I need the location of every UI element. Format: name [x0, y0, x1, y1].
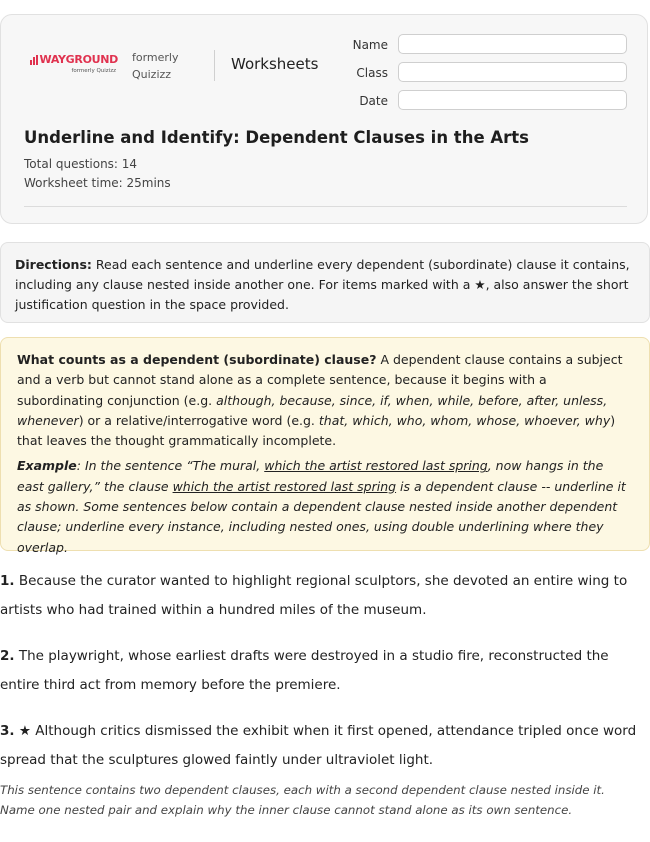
- definition-callout: [0, 337, 650, 555]
- directions-label: Directions:: [15, 257, 92, 272]
- date-label: Date: [359, 94, 388, 108]
- wayground-logo: WAYGROUND formerly Quizizz: [30, 53, 118, 81]
- name-field[interactable]: [398, 34, 627, 54]
- section-label: Worksheets: [231, 55, 319, 73]
- question-item: 3. ★ Although critics dismissed the exhibit when it first opened, attendance tripled once word spread that the sculptures glowed faintly under ultraviolet light.: [0, 723, 637, 768]
- star-icon: ★: [18, 723, 31, 739]
- definition-paragraph: What counts as a dependent (subordinate) clause? A dependent clause contains a subject and a verb but cannot stand alone as a complete sentence, because it begins with a subordinating conjunction (e.g. although, because, since, if, when, while, before, after, unless, whenever) or a relative/interrogative word (e.g. that, which, who, whom, whose, whoever, why) that leaves the thought grammatically incomplete.: [17, 352, 623, 449]
- header-rule: [24, 206, 627, 207]
- example-paragraph: Example: In the sentence “The mural, which the artist restored last spring, now hangs in the east gallery,” the clause which the artist restored last spring is a dependent clause -- underline it as shown. Some sentences below contain a dependent clause nested inside another dependent clause; underline every instance, including nested ones, using double underlining where they overlap.: [17, 458, 626, 555]
- class-label: Class: [356, 66, 388, 80]
- worksheet-title: Underline and Identify: Dependent Clauses in the Arts: [24, 128, 529, 147]
- example-underlined-clause: which the artist restored last spring: [264, 458, 488, 474]
- formerly-quizizz-note: formerly Quizizz: [132, 51, 179, 81]
- date-field[interactable]: [398, 90, 627, 110]
- question-item: 1. Because the curator wanted to highlight regional sculptors, she devoted an entire wing to artists who had trained within a hundred miles of the museum.: [0, 573, 628, 618]
- justification-prompt: This sentence contains two dependent clauses, each with a second dependent clause nested inside it. Name one nested pair and explain why the inner clause cannot stand alone as its own sentence.: [0, 783, 605, 817]
- star-icon: ★: [474, 277, 486, 292]
- logo-bars-icon: [30, 55, 38, 65]
- name-label: Name: [352, 38, 388, 52]
- worksheet-header: [0, 14, 648, 224]
- directions-box: Directions: Read each sentence and underline every dependent (subordinate) clause it contains, including any clause nested inside another one. For items marked with a ★, also answer the short justification question in the space provided.: [0, 242, 650, 323]
- header-divider: [214, 50, 215, 81]
- example-underlined-clause: which the artist restored last spring: [172, 478, 397, 494]
- question-item: 2. The playwright, whose earliest drafts were destroyed in a studio fire, reconstructed the entire third act from memory before the premiere.: [0, 648, 609, 693]
- worksheet-time: Worksheet time: 25mins: [24, 176, 171, 190]
- class-field[interactable]: [398, 62, 627, 82]
- total-questions: Total questions: 14: [24, 157, 138, 171]
